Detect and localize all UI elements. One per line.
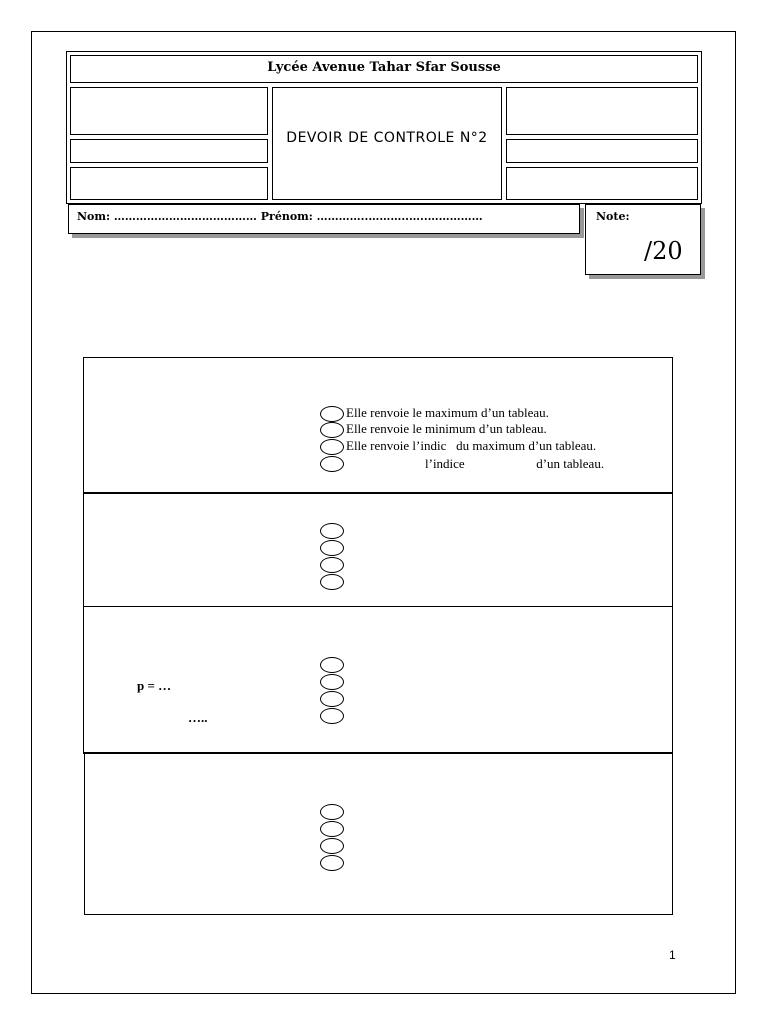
question-4-box (84, 752, 673, 915)
school-name: Lycée Avenue Tahar Sfar Sousse (70, 55, 698, 83)
q4-option-4-radio[interactable] (320, 855, 344, 871)
question-3-box (83, 606, 673, 754)
q2-option-1-radio[interactable] (320, 523, 344, 539)
q1-option-1-text: Elle renvoie le maximum d’un tableau. (346, 405, 549, 420)
note-label: Note: (596, 210, 630, 223)
q4-option-1-radio[interactable] (320, 804, 344, 820)
q1-option-1-radio[interactable] (320, 406, 344, 422)
q3-p-line: p = … (137, 678, 172, 693)
q1-option-3-text: Elle renvoie l’indic du maximum d’un tableau. (346, 438, 597, 453)
q1-option-2-text: Elle renvoie le minimum d’un tableau. (346, 421, 547, 436)
header-left-cell-1 (70, 87, 268, 135)
q3-option-1-radio[interactable] (320, 657, 344, 673)
exam-title: DEVOIR DE CONTROLE N°2 (272, 87, 502, 200)
header-right-cell-1 (506, 87, 698, 135)
page-number: 1 (669, 948, 676, 962)
q3-option-2-radio[interactable] (320, 674, 344, 690)
student-name-line: Nom: ………………………………… Prénom: …………..………..…..…………… (68, 204, 580, 234)
q2-option-3-radio[interactable] (320, 557, 344, 573)
header-left-cell-3 (70, 167, 268, 200)
header-right-cell-3 (506, 167, 698, 200)
q3-dots-line: ….. (188, 710, 208, 725)
q3-option-4-radio[interactable] (320, 708, 344, 724)
q2-option-2-radio[interactable] (320, 540, 344, 556)
q1-option-3-radio[interactable] (320, 439, 344, 455)
q1-option-4-text: l’indice d’un tableau. (425, 456, 605, 471)
q2-option-4-radio[interactable] (320, 574, 344, 590)
question-2-box (83, 492, 673, 607)
q3-option-3-radio[interactable] (320, 691, 344, 707)
header-left-cell-2 (70, 139, 268, 163)
q4-option-3-radio[interactable] (320, 838, 344, 854)
note-value: /20 (644, 237, 683, 265)
q1-option-2-radio[interactable] (320, 422, 344, 438)
q1-option-4-radio[interactable] (320, 456, 344, 472)
header-right-cell-2 (506, 139, 698, 163)
note-box (585, 204, 701, 275)
q4-option-2-radio[interactable] (320, 821, 344, 837)
